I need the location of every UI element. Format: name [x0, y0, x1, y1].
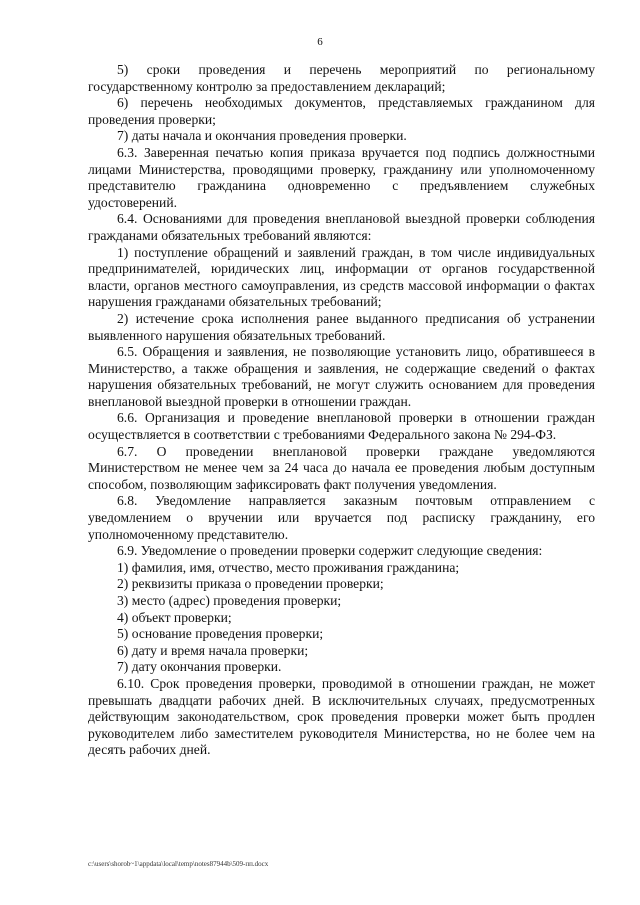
paragraph: 6) перечень необходимых документов, представляемых гражданином для проведения проверки; [88, 95, 595, 127]
list-item: 3) место (адрес) проведения проверки; [117, 593, 342, 608]
list-item: 7) дату окончания проверки. [117, 659, 282, 675]
paragraph: 2) истечение срока исполнения ранее выданного предписания об устранении выявленного нарушения обязательных требований. [88, 310, 595, 343]
page-number: 6 [317, 36, 323, 48]
list-item: 5) основание проведения проверки; [117, 626, 324, 642]
list-item: 2) реквизиты приказа о проведении проверки; [117, 576, 384, 592]
paragraph: 6.10. Срок проведения проверки, проводимой в отношении граждан, не может превышать двадцати рабочих дней. В исключительных случаях, предусмотренных действующим законодательством, срок проведения проверки может быть продлен руководителем либо заместителем руководителя Министерства, но не более чем на десять рабочих дней. [88, 675, 595, 758]
paragraph: 5) сроки проведения и перечень мероприятий по региональному государственному контролю за предоставлением деклараций; [88, 62, 595, 94]
paragraph: 7) даты начала и окончания проведения проверки. [117, 128, 407, 144]
list-item: 6) дату и время начала проверки; [117, 642, 309, 658]
paragraph: 1) поступление обращений и заявлений граждан, в том числе индивидуальных предпринимателей, юридических лиц, информации от органов государственной власти, органов местного самоуправления, из средств массовой информации о фактах нарушения гражданами обязательных требований; [88, 244, 595, 310]
document-body [88, 62, 595, 759]
footer-file-path: c:\users\shorob~1\appdata\local\temp\notes87944b\509-пп.docx [88, 860, 269, 868]
paragraph: 6.3. Заверенная печатью копия приказа вручается под подпись должностными лицами Министерства, проводящими проверку, гражданину или уполномоченному представителю гражданина одновременно с предъявлением служебных удостоверений. [88, 144, 595, 210]
list-item: 4) объект проверки; [117, 609, 232, 625]
paragraph: 6.4. Основаниями для проведения внеплановой выездной проверки соблюдения гражданами обязательных требований являются: [88, 211, 595, 243]
paragraph: 6.7. О проведении внеплановой проверки граждане уведомляются Министерством не менее чем за 24 часа до начала ее проведения любым доступным способом, позволяющим зафиксировать факт получения уведомления. [88, 443, 595, 492]
paragraph: 6.9. Уведомление о проведении проверки содержит следующие сведения: [117, 543, 543, 559]
paragraph: 6.5. Обращения и заявления, не позволяющие установить лицо, обратившееся в Министерство, а также обращения и заявления, не содержащие сведений о фактах нарушения обязательных требований, не могут служить основанием для проведения внеплановой выездной проверки в отношении граждан. [88, 344, 595, 409]
list-item: 1) фамилия, имя, отчество, место проживания гражданина; [117, 559, 460, 575]
paragraph: 6.8. Уведомление направляется заказным почтовым отправлением с уведомлением о вручении или вручается под расписку гражданину, его уполномоченному представителю. [88, 493, 595, 542]
paragraph: 6.6. Организация и проведение внеплановой проверки в отношении граждан осуществляется в соответствии с требованиями Федерального закона № 294-ФЗ. [88, 410, 595, 443]
